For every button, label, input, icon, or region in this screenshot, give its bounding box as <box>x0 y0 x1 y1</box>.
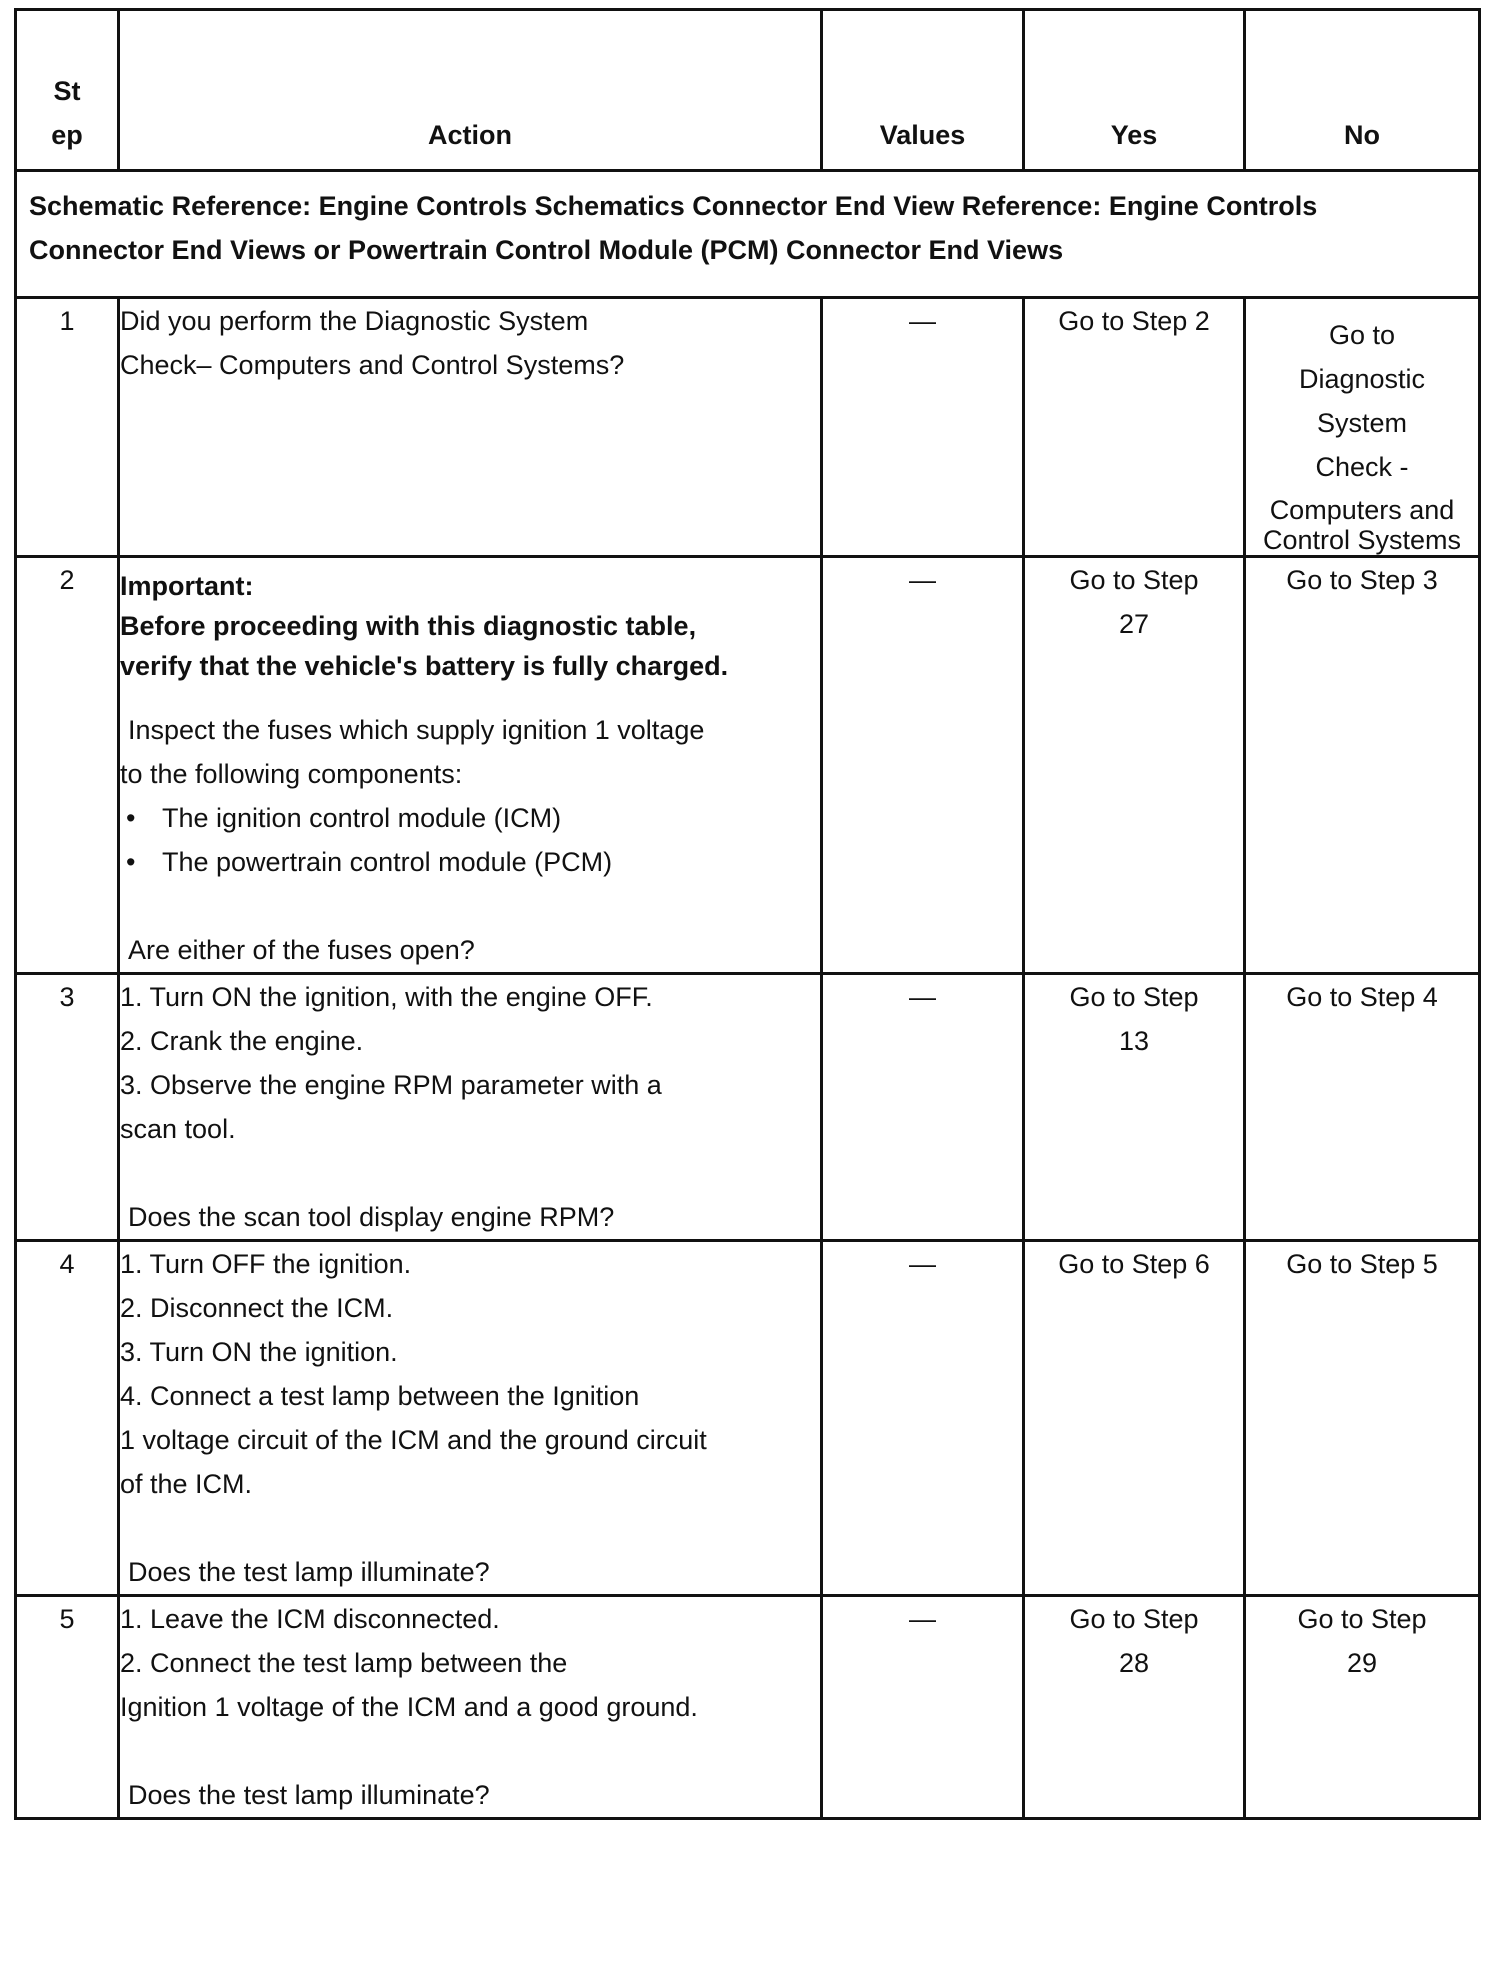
step-number: 5 <box>16 1596 119 1819</box>
table-row <box>16 1241 1480 1596</box>
numbered-item: 2. Connect the test lamp between the <box>120 1648 568 1678</box>
action-line: scan tool. <box>120 1114 236 1144</box>
numbered-item: 4. Connect a test lamp between the Ignition <box>120 1381 640 1411</box>
values-cell: — <box>822 1596 1024 1819</box>
no-line: System <box>1316 408 1408 438</box>
action-line: to the following components: <box>120 759 463 789</box>
table-row <box>16 298 1480 557</box>
no-cell <box>1245 1241 1480 1596</box>
yes-line: Go to Step <box>1069 565 1199 595</box>
header-no: No <box>1245 10 1480 171</box>
bullet-item <box>120 840 820 884</box>
yes-cell <box>1024 557 1245 974</box>
header-step <box>16 10 119 171</box>
no-line: Go to <box>1328 320 1396 350</box>
yes-link[interactable] <box>1025 558 1243 646</box>
step-number: 3 <box>16 974 119 1241</box>
header-step-line2: ep <box>51 120 83 150</box>
numbered-item: 2. Crank the engine. <box>120 1026 364 1056</box>
table-row <box>16 557 1480 974</box>
values-cell: — <box>822 557 1024 974</box>
yes-link[interactable] <box>1025 1597 1243 1685</box>
no-line: Go to Step <box>1297 1604 1427 1634</box>
no-line: Computers and <box>1269 495 1455 525</box>
header-values: Values <box>822 10 1024 171</box>
question: Are either of the fuses open? <box>128 935 475 965</box>
no-line: 29 <box>1346 1648 1378 1678</box>
reference-line1: Schematic Reference: Engine Controls Schematics Connector End View Reference: Engine Controls <box>29 191 1318 221</box>
question: Does the test lamp illuminate? <box>128 1780 490 1810</box>
no-cell <box>1245 974 1480 1241</box>
yes-line: Go to Step <box>1069 982 1199 1012</box>
header-step-line1: St <box>53 76 81 106</box>
header-action: Action <box>119 10 822 171</box>
yes-cell <box>1024 1596 1245 1819</box>
bullet-icon: • <box>126 803 136 833</box>
no-cell <box>1245 1596 1480 1819</box>
yes-line: 13 <box>1118 1026 1150 1056</box>
action-line: of the ICM. <box>120 1469 253 1499</box>
important-note: verify that the vehicle's battery is fully charged. <box>120 651 729 681</box>
bullet-item <box>120 796 820 840</box>
no-line: Diagnostic <box>1298 364 1426 394</box>
header-yes: Yes <box>1024 10 1245 171</box>
question: Does the scan tool display engine RPM? <box>128 1202 615 1232</box>
yes-cell <box>1024 298 1245 557</box>
important-label: Important: <box>120 571 254 601</box>
no-link[interactable]: Go to Step 3 <box>1286 565 1438 595</box>
no-cell <box>1245 298 1480 557</box>
bullet-text: The ignition control module (ICM) <box>162 803 562 833</box>
action-cell <box>119 974 822 1241</box>
numbered-item: 1. Turn ON the ignition, with the engine OFF. <box>120 982 653 1012</box>
numbered-item: 3. Turn ON the ignition. <box>120 1337 398 1367</box>
important-note: Before proceeding with this diagnostic table, <box>120 611 697 641</box>
action-cell <box>119 1596 822 1819</box>
numbered-item: 1. Leave the ICM disconnected. <box>120 1604 500 1634</box>
action-cell <box>119 1241 822 1596</box>
no-link[interactable] <box>1246 1597 1478 1685</box>
diagnostic-table <box>14 8 1481 1820</box>
values-cell: — <box>822 298 1024 557</box>
reference-line2: Connector End Views or Powertrain Control Module (PCM) Connector End Views <box>29 235 1064 265</box>
table-row <box>16 974 1480 1241</box>
bullet-text: The powertrain control module (PCM) <box>162 847 613 877</box>
values-cell: — <box>822 1241 1024 1596</box>
no-link[interactable]: Go to Step 4 <box>1286 982 1438 1012</box>
numbered-item: 2. Disconnect the ICM. <box>120 1293 394 1323</box>
yes-cell <box>1024 974 1245 1241</box>
action-line: Inspect the fuses which supply ignition 1 voltage <box>128 715 705 745</box>
no-line: Check - <box>1315 452 1409 482</box>
yes-link[interactable]: Go to Step 2 <box>1058 306 1210 336</box>
yes-link[interactable] <box>1025 975 1243 1063</box>
action-line: Did you perform the Diagnostic System <box>120 306 589 336</box>
no-line: Control Systems <box>1262 525 1462 555</box>
action-line: Check– Computers and Control Systems? <box>120 350 625 380</box>
no-link[interactable] <box>1246 313 1478 555</box>
step-number: 2 <box>16 557 119 974</box>
schematic-reference <box>16 171 1480 298</box>
bullet-icon: • <box>126 847 136 877</box>
question: Does the test lamp illuminate? <box>128 1557 490 1587</box>
no-cell <box>1245 557 1480 974</box>
yes-line: 28 <box>1118 1648 1150 1678</box>
action-cell <box>119 557 822 974</box>
yes-line: 27 <box>1118 609 1150 639</box>
action-line: Ignition 1 voltage of the ICM and a good ground. <box>120 1692 698 1722</box>
action-line: 1 voltage circuit of the ICM and the ground circuit <box>120 1425 707 1455</box>
no-link[interactable]: Go to Step 5 <box>1286 1249 1438 1279</box>
step-number: 1 <box>16 298 119 557</box>
numbered-item: 3. Observe the engine RPM parameter with a <box>120 1070 662 1100</box>
table-row <box>16 1596 1480 1819</box>
step-number: 4 <box>16 1241 119 1596</box>
table-header-row <box>16 10 1480 171</box>
yes-link[interactable]: Go to Step 6 <box>1058 1249 1210 1279</box>
yes-cell <box>1024 1241 1245 1596</box>
values-cell: — <box>822 974 1024 1241</box>
numbered-item: 1. Turn OFF the ignition. <box>120 1249 412 1279</box>
yes-line: Go to Step <box>1069 1604 1199 1634</box>
action-cell <box>119 298 822 557</box>
schematic-reference-row <box>16 171 1480 298</box>
